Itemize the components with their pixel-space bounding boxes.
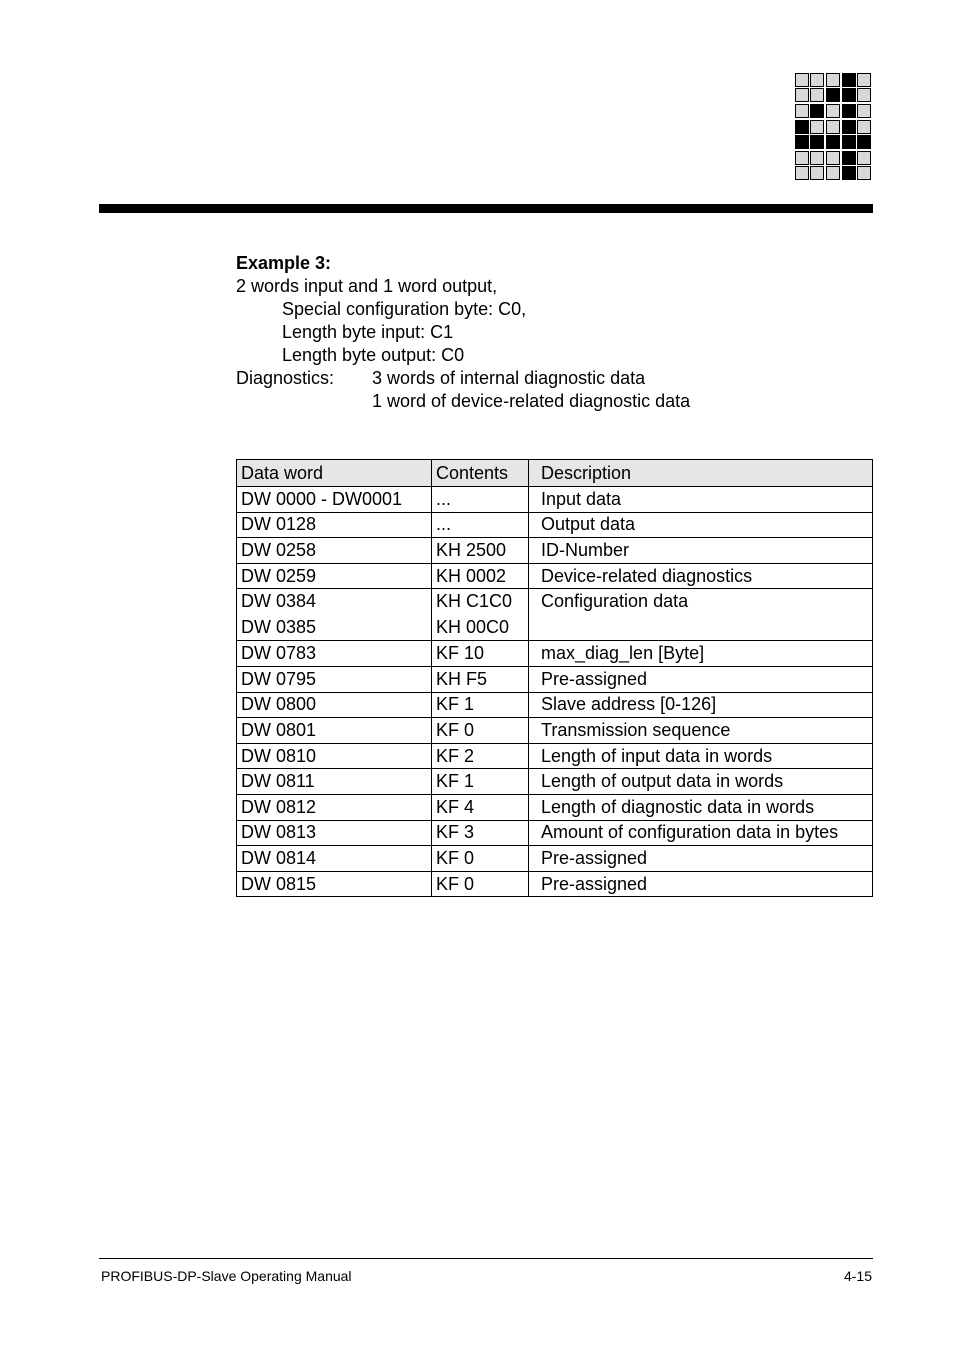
example-section: [236, 252, 876, 413]
cell-contents: KH 0002: [432, 563, 529, 589]
logo-cell: [810, 88, 824, 102]
cell-contents: KH F5: [432, 666, 529, 692]
logo-cell: [810, 73, 824, 87]
example-line-io: 2 words input and 1 word output,: [236, 276, 498, 296]
table-row: [237, 820, 873, 846]
cell-contents: KF 0: [432, 718, 529, 744]
cell-description: ID-Number: [529, 538, 873, 564]
table-row: [237, 512, 873, 538]
cell-data-word: DW 0000 - DW0001: [237, 487, 432, 513]
cell-data-word: DW 0800: [237, 692, 432, 718]
logo-cell: [810, 120, 824, 134]
table-header-row: [237, 460, 873, 487]
logo-cell: [795, 135, 809, 149]
logo-cell: [842, 135, 856, 149]
logo-cell: [826, 73, 840, 87]
cell-description: Output data: [529, 512, 873, 538]
table-row: [237, 692, 873, 718]
cell-description: Slave address [0-126]: [529, 692, 873, 718]
cell-contents: KH 2500: [432, 538, 529, 564]
cell-data-word: DW 0795: [237, 666, 432, 692]
cell-description: Pre-assigned: [529, 666, 873, 692]
cell-description-stack: [529, 589, 873, 641]
header-description: Description: [529, 460, 873, 487]
logo-cell: [857, 166, 871, 180]
cell-description: Pre-assigned: [529, 871, 873, 897]
cell-data-word: DW 0810: [237, 743, 432, 769]
cell-data-word: DW 0814: [237, 846, 432, 872]
cell-contents: KF 10: [432, 641, 529, 667]
logo-cell: [826, 104, 840, 118]
cell-description: Transmission sequence: [529, 718, 873, 744]
cell-data-word: DW 0259: [237, 563, 432, 589]
logo-cell: [795, 104, 809, 118]
table-row: [237, 589, 873, 641]
cell-contents: KF 1: [432, 692, 529, 718]
cell-data-word-stack: [237, 589, 432, 641]
logo-cell: [795, 88, 809, 102]
cell-data-word: DW 0811: [237, 769, 432, 795]
cell-data-word: DW 0812: [237, 794, 432, 820]
cell-description: max_diag_len [Byte]: [529, 641, 873, 667]
cell-contents: KF 1: [432, 769, 529, 795]
logo-cell: [826, 135, 840, 149]
cell-data-word: DW 0385: [241, 616, 317, 637]
logo-cell: [842, 120, 856, 134]
logo-cell: [810, 151, 824, 165]
cell-data-word: DW 0813: [237, 820, 432, 846]
example-title: Example 3:: [236, 253, 332, 273]
logo-cell: [842, 88, 856, 102]
diagnostics-row: [236, 367, 876, 390]
logo-cell: [795, 73, 809, 87]
cell-description: Amount of configuration data in bytes: [529, 820, 873, 846]
data-word-table: [236, 459, 873, 897]
table-row: [237, 718, 873, 744]
logo-cell: [842, 166, 856, 180]
cell-contents: KF 3: [432, 820, 529, 846]
logo-cell: [810, 104, 824, 118]
table-row: [237, 666, 873, 692]
table-row: [237, 743, 873, 769]
table-row: [237, 846, 873, 872]
cell-contents: KH 00C0: [436, 616, 510, 637]
table-row: [237, 538, 873, 564]
logo-cell: [842, 151, 856, 165]
logo-cell: [842, 73, 856, 87]
cell-description: Pre-assigned: [529, 846, 873, 872]
cell-contents: ...: [432, 487, 529, 513]
header-data-word: Data word: [237, 460, 432, 487]
cell-contents: KH C1C0: [436, 591, 513, 612]
logo-cell: [857, 73, 871, 87]
header-rule: [99, 204, 873, 213]
cell-description: Length of input data in words: [529, 743, 873, 769]
cell-contents-stack: [432, 589, 529, 641]
diagnostics-label: Diagnostics:: [236, 368, 335, 388]
table-row: [237, 871, 873, 897]
cell-description: Length of output data in words: [529, 769, 873, 795]
example-line-length-input: Length byte input: C1: [282, 322, 454, 342]
table-row: [237, 563, 873, 589]
cell-contents: KF 0: [432, 846, 529, 872]
header-contents: Contents: [432, 460, 529, 487]
footer-title: PROFIBUS-DP-Slave Operating Manual: [101, 1268, 352, 1284]
example-line-special-config: Special configuration byte: C0,: [282, 299, 527, 319]
cell-data-word: DW 0783: [237, 641, 432, 667]
logo-cell: [826, 120, 840, 134]
cell-description: Device-related diagnostics: [529, 563, 873, 589]
footer-rule: [99, 1258, 873, 1259]
cell-contents: KF 4: [432, 794, 529, 820]
page-number: 4-15: [843, 1268, 872, 1284]
logo-cell: [857, 135, 871, 149]
diagnostics-line-2: 1 word of device-related diagnostic data: [372, 391, 691, 411]
cell-data-word: DW 0801: [237, 718, 432, 744]
logo-cell: [857, 120, 871, 134]
cell-description: Input data: [529, 487, 873, 513]
table-row: [237, 641, 873, 667]
cell-contents: KF 2: [432, 743, 529, 769]
logo-cell: [857, 151, 871, 165]
logo-cell: [857, 88, 871, 102]
cell-contents: KF 0: [432, 871, 529, 897]
logo-cell: [842, 104, 856, 118]
cell-data-word: DW 0384: [241, 591, 317, 612]
cell-contents: ...: [432, 512, 529, 538]
logo-cell: [857, 104, 871, 118]
logo-cell: [826, 166, 840, 180]
diagnostics-line-1: 3 words of internal diagnostic data: [372, 368, 646, 388]
logo-cell: [795, 120, 809, 134]
logo-cell: [826, 88, 840, 102]
logo-cell: [795, 166, 809, 180]
logo-cell: [826, 151, 840, 165]
cell-description: [541, 615, 868, 641]
cell-data-word: DW 0258: [237, 538, 432, 564]
cell-description: Configuration data: [541, 591, 689, 612]
logo-cell: [795, 151, 809, 165]
logo-cell: [810, 135, 824, 149]
company-logo: [794, 72, 874, 184]
table-row: [237, 794, 873, 820]
cell-data-word: DW 0128: [237, 512, 432, 538]
table-row: [237, 769, 873, 795]
table-row: [237, 487, 873, 513]
example-line-length-output: Length byte output: C0: [282, 345, 465, 365]
cell-description: Length of diagnostic data in words: [529, 794, 873, 820]
logo-cell: [810, 166, 824, 180]
cell-data-word: DW 0815: [237, 871, 432, 897]
